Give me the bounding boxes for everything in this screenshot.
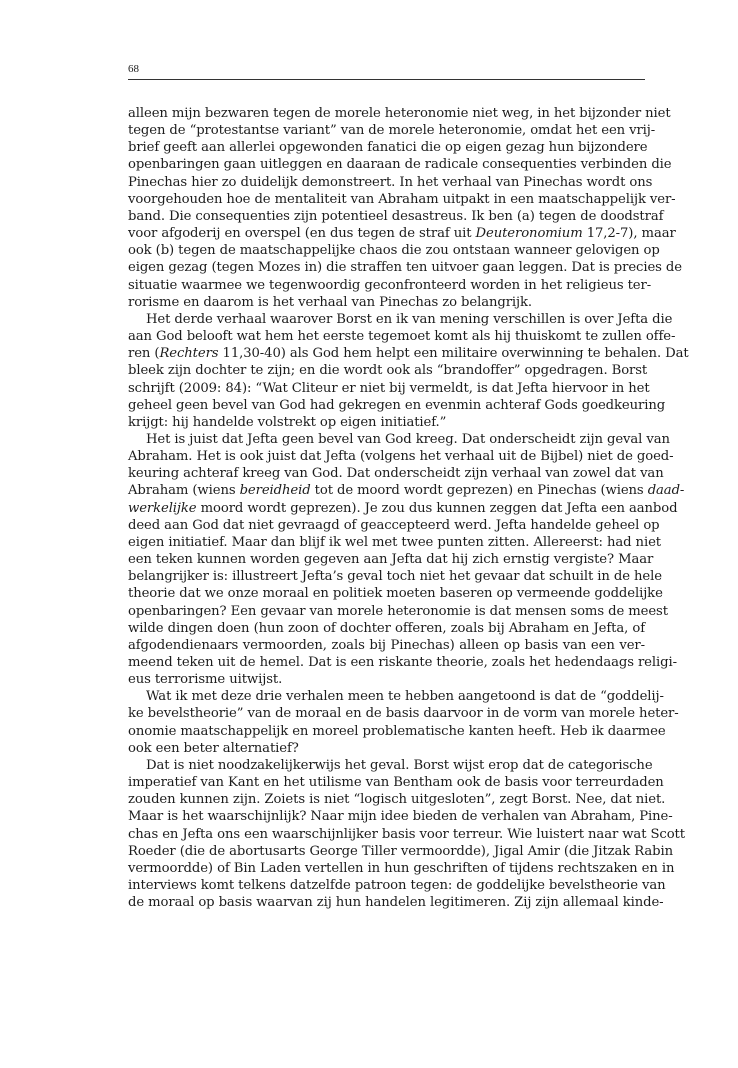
text-line: eus terrorisme uitwijst.	[128, 672, 283, 688]
text-line: Het derde verhaal waarover Borst en ik van mening verschillen is over Jefta die	[146, 311, 673, 327]
text-line: geheel geen bevel van God had gekregen en evenmin achteraf Gods goedkeuring	[128, 397, 666, 413]
text-line: wilde dingen doen (hun zoon of dochter offeren, zoals bij Abraham en Jefta, of	[128, 620, 645, 636]
text-line: ook (b) tegen de maatschappelijke chaos die zou ontstaan wanneer gelovigen op	[128, 243, 660, 259]
text-line: openbaringen gaan uitleggen en daaraan de radicale consequenties verbinden die	[128, 157, 672, 173]
text-line: Roeder (die de abortusarts George Tiller vermoordde), Jigal Amir (die Jitzak Rabin	[128, 843, 674, 859]
text-line: vermoordde) of Bin Laden vertellen in hun geschriften of tijdens rechtszaken en in	[128, 860, 675, 876]
page-number: 68	[128, 63, 139, 75]
text-line: krijgt: hij handelde volstrekt op eigen initiatief.”	[128, 414, 447, 430]
text-segment: moord wordt geprezen). Je zou dus kunnen zeggen dat Jefta een aanbod	[196, 500, 678, 516]
text-line: belangrijker is: illustreert Jefta’s geval toch niet het gevaar dat schuilt in de hele	[128, 569, 662, 585]
text-line: Abraham. Het is ook juist dat Jefta (volgens het verhaal uit de Bijbel) niet de goed-	[128, 449, 674, 465]
text-line: Het is juist dat Jefta geen bevel van God kreeg. Dat onderscheidt zijn geval van	[146, 431, 670, 447]
text-line: chas en Jefta ons een waarschijnlijker basis voor terreur. Wie luistert naar wat Scott	[128, 826, 685, 842]
text-line: voorgehouden hoe de mentaliteit van Abraham uitpakt in een maatschappelijk ver-	[128, 191, 676, 207]
text-segment: 11,30-40) als God hem helpt een militaire overwinning te behalen. Dat	[218, 346, 689, 362]
text-line: ook een beter alternatief?	[128, 740, 299, 756]
text-line: Wat ik met deze drie verhalen meen te hebben aangetoond is dat de “goddelij-	[146, 689, 664, 705]
text-line: rorisme en daarom is het verhaal van Pinechas zo belangrijk.	[128, 294, 533, 310]
text-line: theorie dat we onze moraal en politiek moeten baseren op vermeende goddelijke	[128, 586, 663, 602]
text-line	[128, 345, 689, 362]
paragraph	[128, 105, 682, 311]
text-line: de moraal op basis waarvan zij hun handelen legitimeren. Zij zijn allemaal kinde-	[128, 895, 664, 911]
text-line: eigen gezag (tegen Mozes in) die straffen ten uitvoer gaan leggen. Dat is precies de	[128, 260, 682, 276]
italic-text: bereidheid	[239, 483, 311, 499]
paragraph	[128, 688, 679, 757]
text-line: deed aan God dat niet gevraagd of geaccepteerd werd. Jefta handelde geheel op	[128, 517, 660, 533]
text-line	[128, 225, 676, 242]
text-line: een teken kunnen worden gegeven aan Jefta dat hij zich ernstig vergiste? Maar	[128, 552, 654, 568]
header-rule	[128, 79, 645, 80]
text-line	[128, 500, 678, 517]
text-line: situatie waarmee we tegenwoordig geconfronteerd worden in het religieus ter-	[128, 277, 652, 293]
text-segment: Abraham (wiens	[128, 483, 240, 499]
italic-text: Rechters	[159, 346, 219, 362]
text-line: keuring achteraf kreeg van God. Dat onderscheidt zijn verhaal van zowel dat van	[128, 466, 664, 482]
text-line: brief geeft aan allerlei opgewonden fanatici die op eigen gezag hun bijzondere	[128, 140, 648, 156]
text-line: schrijft (2009: 84): “Wat Cliteur er niet bij vermeldt, is dat Jefta hiervoor in het	[128, 380, 650, 396]
text-segment: voor afgoderij en overspel (en dus tegen de straf uit	[128, 226, 476, 242]
text-line: interviews komt telkens datzelfde patroon tegen: de goddelijke bevelstheorie van	[128, 878, 666, 894]
text-line: ke bevelstheorie” van de moraal en de basis daarvoor in de vorm van morele heter-	[128, 706, 679, 722]
text-line: band. Die consequenties zijn potentieel desastreus. Ik ben (a) tegen de doodstraf	[128, 208, 664, 224]
text-line: afgodendienaars vermoorden, zoals bij Pinechas) alleen op basis van een ver-	[128, 637, 645, 653]
text-segment: tot de moord wordt geprezen) en Pinechas (wiens	[310, 483, 648, 499]
text-line: zouden kunnen zijn. Zoiets is niet “logisch uitgesloten”, zegt Borst. Nee, dat niet.	[128, 792, 666, 808]
text-line: bleek zijn dochter te zijn; en die wordt ook als “brandoffer” opgedragen. Borst	[128, 363, 648, 379]
italic-text: werkelijke	[128, 500, 197, 516]
text-line: tegen de “protestantse variant” van de morele heteronomie, omdat het een vrij-	[128, 123, 656, 139]
text-line: Dat is niet noodzakelijkerwijs het geval. Borst wijst erop dat de categorische	[146, 757, 653, 773]
body-text	[128, 105, 689, 911]
paragraph	[128, 311, 689, 431]
text-line: meend teken uit de hemel. Dat is een riskante theorie, zoals het hedendaags religi-	[128, 655, 677, 670]
text-segment: ren (	[128, 346, 160, 362]
italic-text: daad-	[647, 483, 685, 499]
text-line: imperatief van Kant en het utilisme van Bentham ook de basis voor terreurdaden	[128, 775, 664, 791]
italic-text: Deuteronomium	[475, 226, 583, 242]
text-line: onomie maatschappelijk en moreel problematische kanten heeft. Heb ik daarmee	[128, 723, 666, 739]
text-line: Pinechas hier zo duidelijk demonstreert. In het verhaal van Pinechas wordt ons	[128, 174, 653, 190]
text-line	[128, 482, 685, 499]
text-line: eigen initiatief. Maar dan blijf ik wel met twee punten zitten. Allereerst: had niet	[128, 534, 661, 550]
text-line: alleen mijn bezwaren tegen de morele heteronomie niet weg, in het bijzonder niet	[128, 106, 671, 121]
text-line: openbaringen? Een gevaar van morele heteronomie is dat mensen soms de meest	[128, 603, 668, 619]
text-line: Maar is het waarschijnlijk? Naar mijn idee bieden de verhalen van Abraham, Pine-	[128, 809, 673, 825]
text-segment: 17,2-7), maar	[582, 226, 676, 242]
paragraph	[128, 757, 685, 911]
text-line: aan God belooft wat hem het eerste tegemoet komt als hij thuiskomt te zullen offe-	[128, 329, 676, 345]
paragraph	[128, 431, 685, 688]
